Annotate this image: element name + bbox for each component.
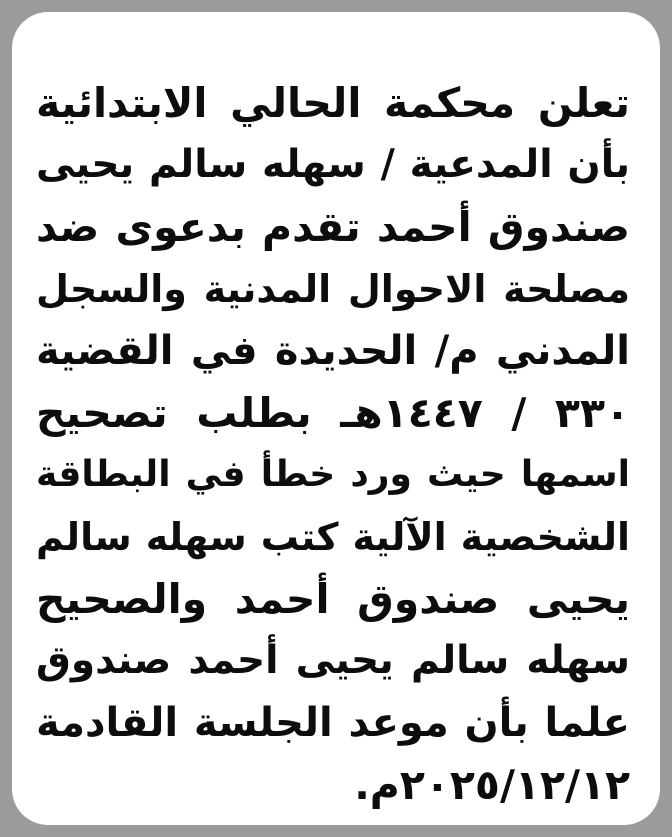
notice-line-9: يحيى صندوق أحمد والصحيح <box>36 575 630 623</box>
notice-line-11: علما بأن موعد الجلسة القادمة <box>36 700 630 746</box>
notice-line-1: تعلن محكمة الحالي الابتدائية <box>36 79 630 127</box>
notice-line-6: ٣٣٠ / ١٤٤٧هـ بطلب تصحيح <box>36 389 630 437</box>
notice-line-2: بأن المدعية / سهله سالم يحيى <box>36 142 630 187</box>
court-notice-text <box>36 72 630 816</box>
notice-line-5: المدني م/ الحديدة في القضية <box>36 328 630 374</box>
notice-line-10: سهله سالم يحيى أحمد صندوق <box>36 638 630 683</box>
notice-line-12-date: ٢٠٢٥/١٢/١٢م. <box>354 761 630 809</box>
notice-line-3: صندوق أحمد تقدم بدعوى ضد <box>36 203 630 251</box>
notice-card <box>12 12 660 825</box>
notice-line-4: مصلحة الاحوال المدنية والسجل <box>36 267 630 311</box>
notice-line-8: الشخصية الآلية كتب سهله سالم <box>36 515 630 559</box>
notice-line-7: اسمها حيث ورد خطأ في البطاقة <box>36 454 630 495</box>
